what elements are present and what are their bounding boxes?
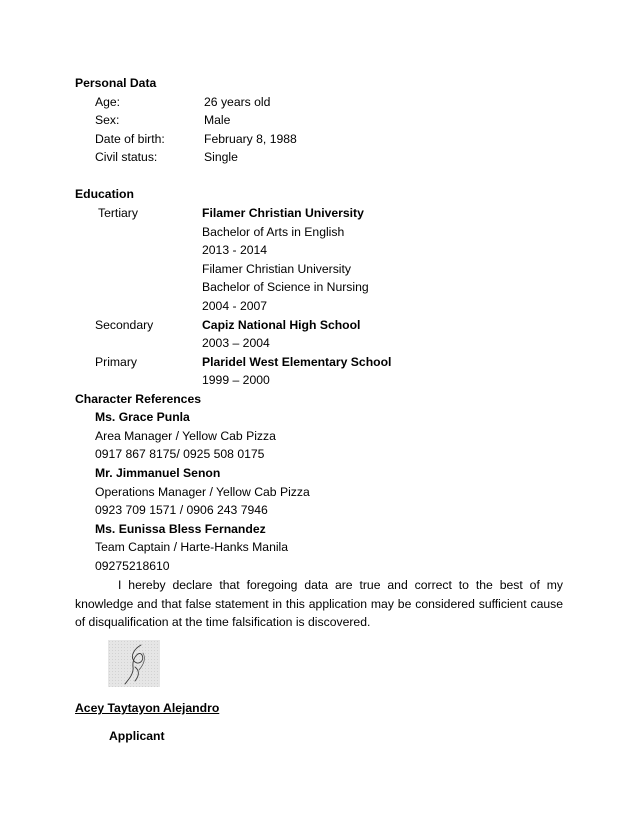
civil-status-label: Civil status: <box>95 150 158 164</box>
birthdate-value: February 8, 1988 <box>204 132 297 146</box>
reference-position-2: Operations Manager / Yellow Cab Pizza <box>95 485 310 499</box>
sex-value: Male <box>204 113 231 127</box>
primary-label: Primary <box>95 355 137 369</box>
reference-contact-3: 09275218610 <box>95 559 170 573</box>
tertiary-years-2: 2004 - 2007 <box>202 299 268 313</box>
tertiary-school-2: Filamer Christian University <box>202 262 351 276</box>
primary-years: 1999 – 2000 <box>202 373 270 387</box>
secondary-label: Secondary <box>95 318 154 332</box>
tertiary-degree-2: Bachelor of Science in Nursing <box>202 280 369 294</box>
birthdate-label: Date of birth: <box>95 132 165 146</box>
reference-name-3: Ms. Eunissa Bless Fernandez <box>95 522 266 536</box>
sex-label: Sex: <box>95 113 120 127</box>
reference-position-3: Team Captain / Harte-Hanks Manila <box>95 540 289 554</box>
tertiary-years-1: 2013 - 2014 <box>202 243 268 257</box>
tertiary-label: Tertiary <box>98 206 138 220</box>
age-value: 26 years old <box>204 95 271 109</box>
signature-scribble-icon <box>108 640 160 687</box>
reference-name-1: Ms. Grace Punla <box>95 410 190 424</box>
references-heading: Character References <box>75 392 202 406</box>
primary-school: Plaridel West Elementary School <box>202 355 392 369</box>
applicant-name: Acey Taytayon Alejandro <box>75 701 220 715</box>
applicant-title: Applicant <box>109 729 165 743</box>
reference-contact-1: 0917 867 8175/ 0925 508 0175 <box>95 447 265 461</box>
civil-status-value: Single <box>204 150 238 164</box>
declaration-paragraph: I hereby declare that foregoing data are true and correct to the best of my knowledge and that false statement in this application may be considered sufficient cause of disqualification at the time falsification is discovered. <box>75 578 563 629</box>
secondary-school: Capiz National High School <box>202 318 361 332</box>
personal-data-heading: Personal Data <box>75 76 157 90</box>
secondary-years: 2003 – 2004 <box>202 336 270 350</box>
reference-contact-2: 0923 709 1571 / 0906 243 7946 <box>95 503 268 517</box>
reference-name-2: Mr. Jimmanuel Senon <box>95 466 221 480</box>
tertiary-degree-1: Bachelor of Arts in English <box>202 225 345 239</box>
reference-position-1: Area Manager / Yellow Cab Pizza <box>95 429 276 443</box>
age-label: Age: <box>95 95 121 109</box>
tertiary-school-1: Filamer Christian University <box>202 206 364 220</box>
education-heading: Education <box>75 187 134 201</box>
signature-image <box>108 640 160 687</box>
